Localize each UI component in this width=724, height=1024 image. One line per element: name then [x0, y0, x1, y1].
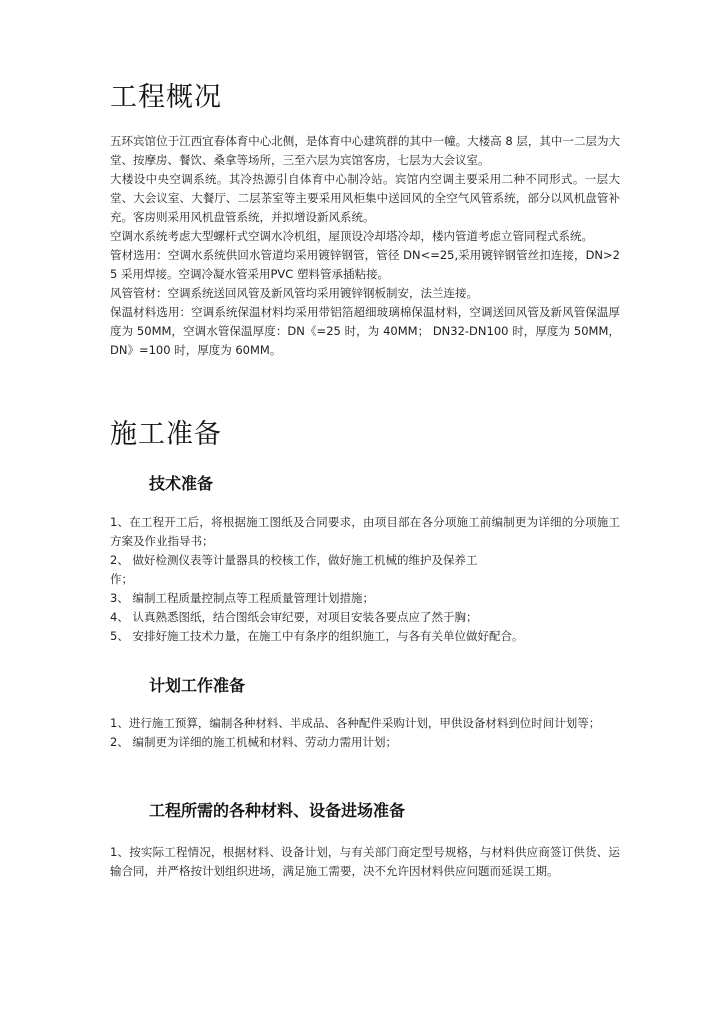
subheading-planning-preparation: 计划工作准备	[149, 676, 246, 695]
overview-paragraph: 大楼设中央空调系统。其冷热源引自体育中心制冷站。宾馆内空调主要采用二种不同形式。一层大堂、大会议室、大餐厅、二层茶室等主要采用风柜集中送回风的全空气风管系统，部分以风机盘管补充。客房则采用风机盘管系统，并拟增设新风系统。	[110, 172, 620, 224]
list-item: 5、 安排好施工技术力量，在施工中有条序的组织施工，与各有关单位做好配合。	[110, 629, 524, 643]
overview-paragraph: 空调水系统考虑大型螺杆式空调水冷机组，屋顶设冷却塔冷却，楼内管道考虑立管同程式系统。	[110, 229, 593, 243]
list-item: 1、进行施工预算，编制各种材料、半成品、各种配件采购计划，甲供设备材料到位时间计划等；	[110, 716, 601, 730]
list-item: 3、 编制工程质量控制点等工程质量管理计划措施；	[110, 591, 374, 605]
overview-paragraph: 风管管材：空调系统送回风管及新风管均采用镀锌钢板制安，法兰连接。	[110, 286, 478, 300]
list-item: 1、按实际工程情况，根据材料、设备计划，与有关部门商定型号规格，与材料供应商签订供货、运输合同，并严格按计划组织进场，满足施工需要，决不允许因材料供应问题而延误工期。	[110, 845, 620, 878]
planning-preparation-list	[110, 714, 620, 752]
subheading-materials-equipment-preparation: 工程所需的各种材料、设备进场准备	[149, 801, 406, 820]
materials-preparation-list	[110, 843, 620, 881]
technical-preparation-list	[110, 513, 620, 646]
overview-paragraph: 管材选用：空调水系统供回水管道均采用镀锌钢管，管径 DN<=25,采用镀锌钢管丝扣连接，DN>25 采用焊接。空调冷凝水管采用PVC 塑料管承插粘接。	[110, 248, 620, 281]
overview-body	[110, 132, 620, 360]
list-item: 2、 编制更为详细的施工机械和材料、劳动力需用计划；	[110, 735, 397, 749]
list-item: 作；	[110, 572, 133, 586]
subheading-technical-preparation: 技术准备	[149, 474, 214, 493]
list-item: 1、在工程开工后，将根据施工图纸及合同要求，由项目部在各分项施工前编制更为详细的分项施工方案及作业指导书；	[110, 515, 620, 548]
heading-project-overview: 工程概况	[110, 82, 222, 113]
overview-paragraph: 五环宾馆位于江西宜春体育中心北侧，是体育中心建筑群的其中一幢。大楼高 8 层，其中一二层为大堂、按摩房、餐饮、桑拿等场所，三至六层为宾馆客房，七层为大会议室。	[110, 134, 620, 167]
overview-paragraph: 保温材料选用：空调系统保温材料均采用带铝箔超细玻璃棉保温材料，空调送回风管及新风管保温厚度为 50MM，空调水管保温厚度：DN《=25 时，为 40MM； DN32-DN100 时，厚度为 50MM，DN》=100 时，厚度为 60MM。	[110, 305, 620, 357]
list-item: 4、 认真熟悉图纸，结合图纸会审纪要，对项目安装各要点应了然于胸；	[110, 610, 478, 624]
heading-construction-preparation: 施工准备	[110, 419, 222, 450]
list-item: 2、 做好检测仪表等计量器具的校核工作，做好施工机械的维护及保养工	[110, 553, 478, 567]
